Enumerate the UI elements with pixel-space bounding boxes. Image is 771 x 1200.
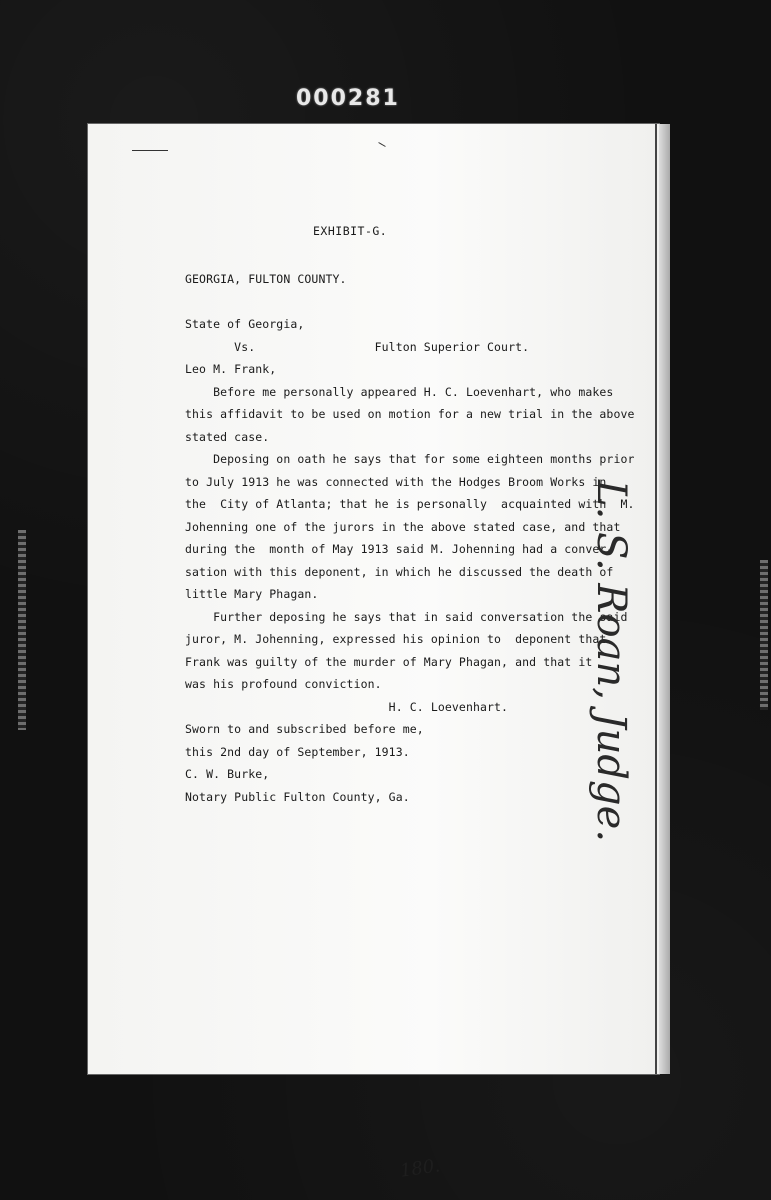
affidavit-line: GEORGIA, FULTON COUNTY. <box>185 272 347 286</box>
affidavit-line: Sworn to and subscribed before me, <box>185 722 424 736</box>
affidavit-line: Vs. Fulton Superior Court. <box>185 339 530 354</box>
page-rule <box>655 124 657 1074</box>
affidavit-line: Frank was guilty of the murder of Mary Phagan, and that it <box>185 654 593 669</box>
affidavit-line: to July 1913 he was connected with the Hodges Broom Works in <box>185 474 607 489</box>
page-number: 180. <box>398 1155 442 1182</box>
affidavit-line: this 2nd day of September, 1913. <box>185 744 410 759</box>
stray-mark <box>378 142 385 147</box>
exhibit-title: EXHIBIT-G. <box>313 224 388 238</box>
affidavit-line: during the month of May 1913 said M. Johenning had a conver- <box>185 542 614 556</box>
affidavit-line: this affidavit to be used on motion for a new trial in the above <box>185 407 635 421</box>
affidavit-line: Notary Public Fulton County, Ga. <box>185 789 410 804</box>
affidavit-line: Before me personally appeared H. C. Loevenhart, who makes <box>185 384 614 399</box>
affidavit-line: Johenning one of the jurors in the above stated case, and that <box>185 519 621 534</box>
affidavit-line: stated case. <box>185 429 270 444</box>
judge-signature: L. S. Roan, Judge. <box>588 480 634 843</box>
affidavit-line <box>185 291 625 314</box>
affidavit-line: the City of Atlanta; that he is personally acquainted with M. <box>185 497 635 511</box>
film-edge-marking <box>760 560 768 710</box>
affidavit-line: juror, M. Johenning, expressed his opinion to deponent that <box>185 632 607 646</box>
page-edge <box>659 124 670 1074</box>
document-page <box>88 124 659 1182</box>
affidavit-line: Further deposing he says that in said conversation the said <box>185 609 628 624</box>
affidavit-line: was his profound conviction. <box>185 677 382 691</box>
affidavit-line: sation with this deponent, in which he discussed the death of <box>185 564 614 579</box>
affidavit-text <box>185 268 635 808</box>
affidavit-line: Leo M. Frank, <box>185 362 277 376</box>
affidavit-line: State of Georgia, <box>185 317 305 331</box>
frame-number: 000281 <box>296 86 400 111</box>
affidavit-line: C. W. Burke, <box>185 767 270 781</box>
affidavit-line: little Mary Phagan. <box>185 587 319 601</box>
affidavit-line: H. C. Loevenhart. <box>185 699 509 714</box>
stray-mark <box>132 150 168 151</box>
affidavit-line: Deposing on oath he says that for some eighteen months prior <box>185 452 635 466</box>
film-edge-marking <box>18 530 26 730</box>
